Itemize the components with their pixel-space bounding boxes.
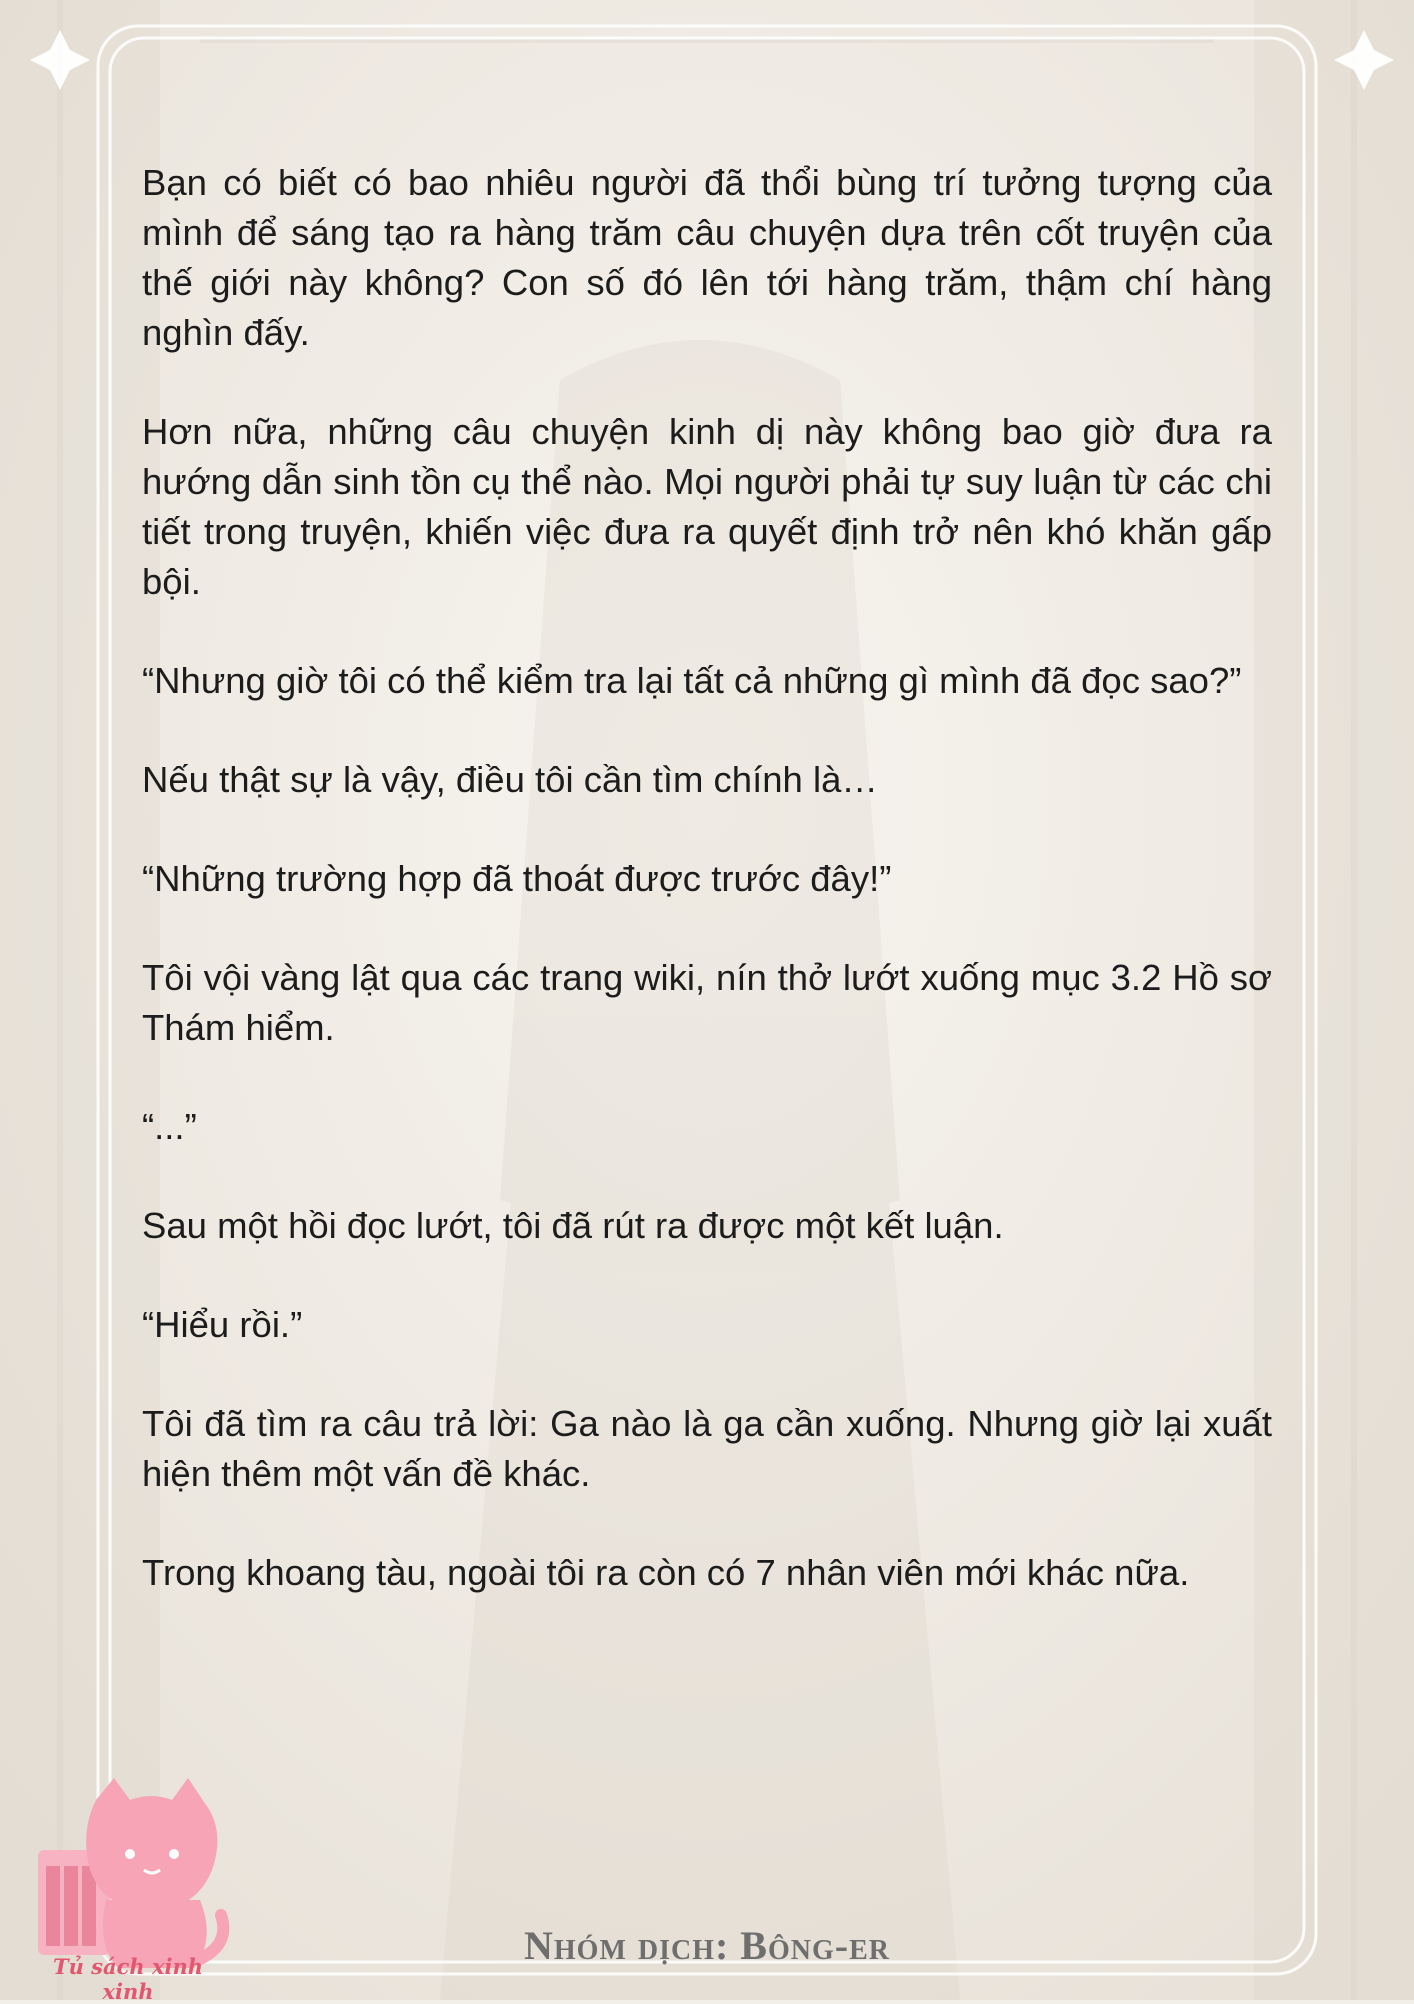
paragraph: Sau một hồi đọc lướt, tôi đã rút ra được một kết luận. xyxy=(142,1205,1004,1246)
logo-caption: Tủ sách xinh xinh xyxy=(52,1954,204,2004)
story-text xyxy=(142,158,1272,1647)
paragraph: “Nhưng giờ tôi có thể kiểm tra lại tất cả những gì mình đã đọc sao?” xyxy=(142,660,1242,701)
paragraph: “Những trường hợp đã thoát được trước đây!” xyxy=(142,858,892,899)
paragraph: Trong khoang tàu, ngoài tôi ra còn có 7 nhân viên mới khác nữa. xyxy=(142,1552,1190,1593)
paragraph: Nếu thật sự là vậy, điều tôi cần tìm chính là… xyxy=(142,759,878,800)
paragraph: Tôi vội vàng lật qua các trang wiki, nín thở lướt xuống mục 3.2 Hồ sơ Thám hiểm. xyxy=(142,957,1272,1048)
translator-credit: Nhóm dịch: Bông-er xyxy=(524,1923,890,1968)
paragraph: “...” xyxy=(142,1106,197,1147)
paragraph: Hơn nữa, những câu chuyện kinh dị này không bao giờ đưa ra hướng dẫn sinh tồn cụ thể nào. Mọi người phải tự suy luận từ các chi tiết trong truyện, khiến việc đưa ra quyết định trở nên khó khăn gấp bội. xyxy=(142,411,1272,602)
paragraph: “Hiểu rồi.” xyxy=(142,1304,303,1345)
paragraph: Tôi đã tìm ra câu trả lời: Ga nào là ga cần xuống. Nhưng giờ lại xuất hiện thêm một vấn đề khác. xyxy=(142,1403,1272,1494)
paragraph: Bạn có biết có bao nhiêu người đã thổi bùng trí tưởng tượng của mình để sáng tạo ra hàng trăm câu chuyện dựa trên cốt truyện của thế giới này không? Con số đó lên tới hàng trăm, thậm chí hàng nghìn đấy. xyxy=(142,162,1272,353)
